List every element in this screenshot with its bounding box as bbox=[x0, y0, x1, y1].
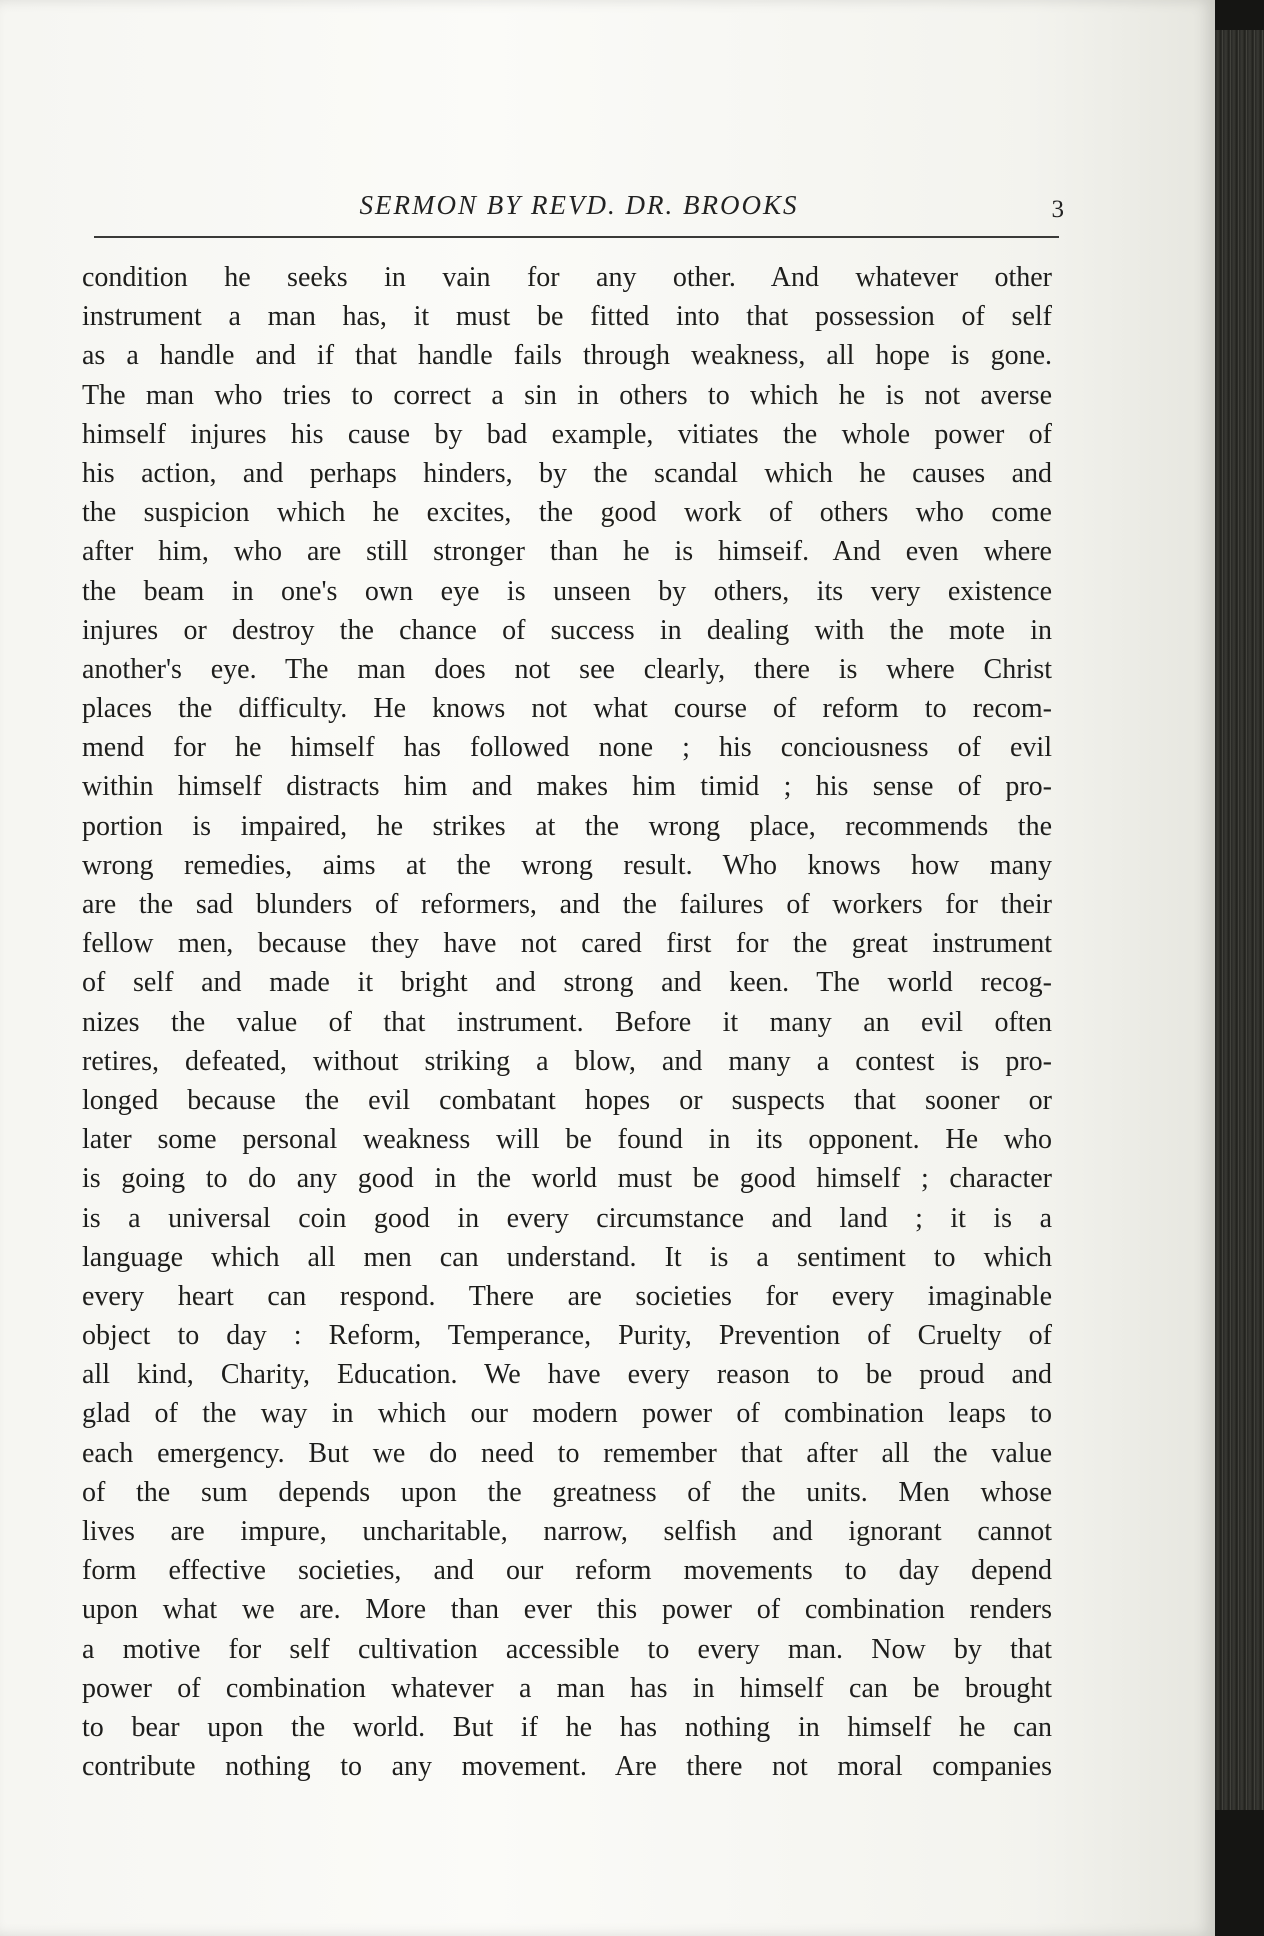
text-line: to bear upon the world. But if he has nothing in himself he can bbox=[82, 1711, 1052, 1743]
text-line: of the sum depends upon the greatness of the units. Men whose bbox=[82, 1476, 1052, 1508]
text-line: are the sad blunders of reformers, and the failures of workers for their bbox=[82, 889, 1052, 920]
text-line: power of combination whatever a man has in himself can be brought bbox=[82, 1672, 1052, 1704]
text-line: object to day : Reform, Temperance, Purity, Prevention of Cruelty of bbox=[82, 1320, 1052, 1352]
text-line: retires, defeated, without striking a blow, and many a contest is pro- bbox=[82, 1045, 1052, 1077]
text-line: a motive for self cultivation accessible to every man. Now by that bbox=[82, 1633, 1052, 1665]
text-line: injures or destroy the chance of success in dealing with the mote in bbox=[82, 614, 1052, 646]
text-line: places the difficulty. He knows not what course of reform to recom- bbox=[82, 693, 1052, 725]
text-line: after him, who are still stronger than he is himseif. And even where bbox=[82, 536, 1052, 568]
text-line: every heart can respond. There are societies for every imaginable bbox=[82, 1280, 1052, 1312]
text-line: all kind, Charity, Education. We have every reason to be proud and bbox=[82, 1359, 1052, 1391]
text-line: his action, and perhaps hinders, by the scandal which he causes and bbox=[82, 457, 1052, 489]
text-line: contribute nothing to any movement. Are there not moral companies bbox=[82, 1751, 1052, 1783]
book-page-edge bbox=[1215, 30, 1264, 1810]
text-line: of self and made it bright and strong and keen. The world recog- bbox=[82, 967, 1052, 999]
text-line: condition he seeks in vain for any other. And whatever other bbox=[82, 262, 1052, 293]
header-rule bbox=[94, 236, 1059, 238]
page-header bbox=[94, 184, 1064, 230]
text-line: as a handle and if that handle fails through weakness, all hope is gone. bbox=[82, 340, 1052, 372]
text-line: nizes the value of that instrument. Before it many an evil often bbox=[82, 1006, 1052, 1038]
text-line: wrong remedies, aims at the wrong result. Who knows how many bbox=[82, 849, 1052, 881]
text-line: lives are impure, uncharitable, narrow, selfish and ignorant cannot bbox=[82, 1516, 1052, 1547]
text-line: mend for he himself has followed none ; his conciousness of evil bbox=[82, 732, 1052, 764]
body-text bbox=[82, 258, 1052, 1786]
text-line: The man who tries to correct a sin in others to which he is not averse bbox=[82, 379, 1052, 411]
page-number: 3 bbox=[1051, 196, 1064, 223]
text-line: later some personal weakness will be found in its opponent. He who bbox=[82, 1124, 1052, 1156]
text-line: language which all men can understand. It is a sentiment to which bbox=[82, 1241, 1052, 1273]
text-line: portion is impaired, he strikes at the wrong place, recommends the bbox=[82, 810, 1052, 842]
text-line: glad of the way in which our modern power of combination leaps to bbox=[82, 1398, 1052, 1430]
text-line: himself injures his cause by bad example, vitiates the whole power of bbox=[82, 418, 1052, 450]
text-line: fellow men, because they have not cared first for the great instrument bbox=[82, 928, 1052, 960]
text-line: within himself distracts him and makes him timid ; his sense of pro- bbox=[82, 771, 1052, 803]
text-line: each emergency. But we do need to remember that after all the value bbox=[82, 1437, 1052, 1469]
text-line: upon what we are. More than ever this power of combination renders bbox=[82, 1594, 1052, 1626]
text-line: another's eye. The man does not see clearly, there is where Christ bbox=[82, 653, 1052, 685]
text-line: is going to do any good in the world must be good himself ; character bbox=[82, 1163, 1052, 1195]
text-line: form effective societies, and our reform movements to day depend bbox=[82, 1555, 1052, 1587]
running-head: SERMON BY REVD. DR. BROOKS bbox=[359, 190, 799, 220]
text-line: longed because the evil combatant hopes or suspects that sooner or bbox=[82, 1084, 1052, 1116]
text-line: the beam in one's own eye is unseen by others, its very existence bbox=[82, 575, 1052, 607]
text-line: the suspicion which he excites, the good work of others who come bbox=[82, 497, 1052, 529]
text-line: is a universal coin good in every circumstance and land ; it is a bbox=[82, 1202, 1052, 1234]
text-line: instrument a man has, it must be fitted into that possession of self bbox=[82, 301, 1052, 333]
